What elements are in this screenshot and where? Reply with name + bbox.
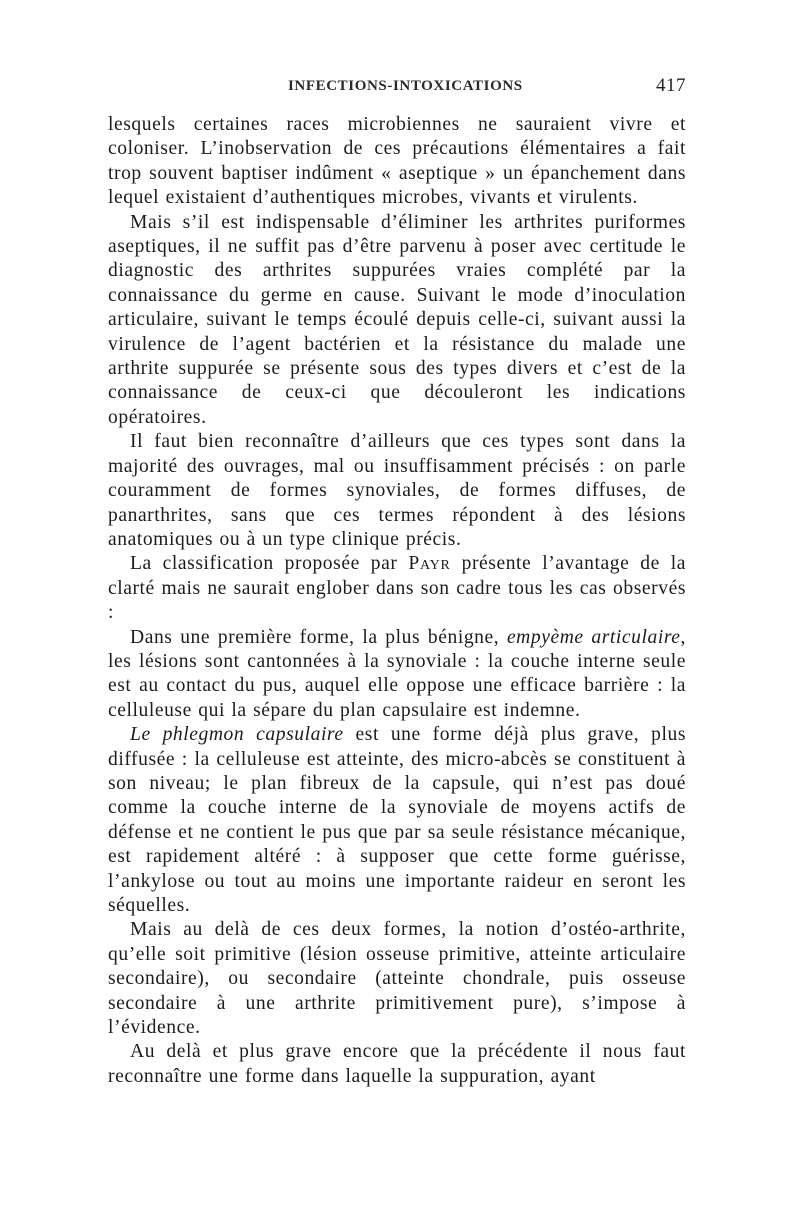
body-text [108,113,686,1089]
term-empyeme-articulaire: empyème articulaire [506,626,681,648]
author-name: Payr [408,553,451,575]
paragraph-1: lesquels certaines races microbiennes ne sauraient vivre et coloniser. L’inobservation de ces précautions élémentaires a fait trop souvent baptiser indûment « aseptique » un épanchement dans lequel existaient d’authentiques microbes, vivants et virulents. [108,114,686,209]
paragraph-4 [108,552,686,625]
paragraph-3: Il faut bien reconnaître d’ailleurs que ces types sont dans la majorité des ouvrages, mal ou insuffisamment précisés : on parle couramment de formes synoviales, de formes diffuses, de panarthrites, sans que ces termes répondent à des lésions anatomiques ou à un type clinique précis. [108,431,686,550]
paragraph-6-text-b: est une forme déjà plus grave, plus diffusée : la celluleuse est atteinte, des micro-abcès se constituent à son niveau; le plan fibreux de la capsule, qui n’est pas doué comme la couche interne de la synoviale de moyens actifs de défense et ne contient le pus que par sa seule résistance mécanique, est rapidement altéré : à supposer que cette forme guérisse, l’ankylose ou tout au moins une importante raideur en seront les séquelles. [108,724,686,916]
running-header [108,75,686,102]
paragraph-6 [108,723,686,918]
paragraph-5-text-a: Dans une première forme, la plus bénigne, [130,626,507,648]
paragraph-4-text-a: La classification proposée par [130,553,409,575]
paragraph-2: Mais s’il est indispensable d’éliminer les arthrites puriformes aseptiques, il ne suffit pas d’être parvenu à poser avec certitude le diagnostic des arthrites suppurées vraies complété par la connaissance du germe en cause. Suivant le mode d’inoculation articulaire, suivant le temps écoulé depuis celle-ci, suivant aussi la virulence de l’agent bactérien et la résistance du malade une arthrite suppurée se présente sous des types divers et c’est de la connaissance de ceux-ci que découleront les indications opératoires. [108,211,686,428]
paragraph-8: Au delà et plus grave encore que la précédente il nous faut reconnaître une forme dans laquelle la suppuration, ayant [108,1041,686,1087]
paragraph-7: Mais au delà de ces deux formes, la notion d’ostéo-arthrite, qu’elle soit primitive (lésion osseuse primitive, atteinte articulaire secondaire), ou secondaire (atteinte chondrale, puis osseuse secondaire à une arthrite primitivement pure), s’impose à l’évidence. [108,919,686,1039]
header-title: INFECTIONS-INTOXICATIONS [288,78,523,94]
paragraph-5-text-b: , les lésions sont cantonnées à la synoviale : la couche interne seule est au contact du pus, auquel elle oppose une efficace barrière : la celluleuse qui la sépare du plan capsulaire est indemne. [108,626,686,721]
page-number: 417 [656,75,686,96]
term-phlegmon-capsulaire: Le phlegmon capsulaire [130,724,344,746]
paragraph-4-text-b: présente l’avantage de la clarté mais ne saurait englober dans son cadre tous les cas observés : [108,553,686,624]
paragraph-5 [108,626,686,724]
